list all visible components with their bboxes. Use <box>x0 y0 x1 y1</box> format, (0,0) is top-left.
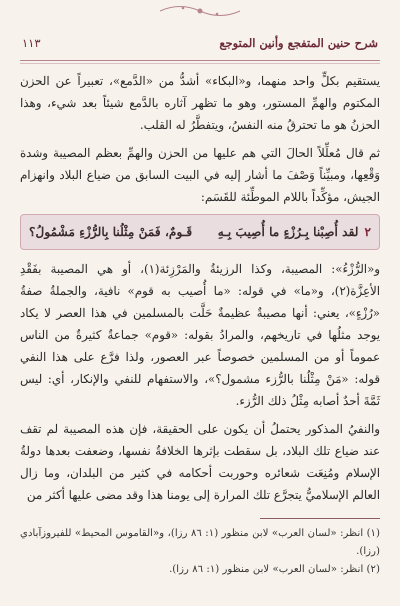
ornament-icon <box>155 2 245 20</box>
verse-number: ٢ <box>364 225 371 239</box>
page-number: ١١٣ <box>22 36 41 50</box>
paragraph: ثم قال مُعلِّلاً الحالَ التي هم عليها من الحزن والهمِّ بعظم المصيبة وشدة وَقْعِها، ومبيِّناً وَصْفَ ما أشار إليه في البيت السابق من ضياع البلاد وانهزام الجيش، مؤكِّداً باللام الموطِّئة للقَسَم: <box>20 146 380 204</box>
header-divider <box>20 60 380 61</box>
footnotes <box>20 525 380 579</box>
header-divider-secondary <box>20 63 380 64</box>
verse-first-half: لقد أُصِبْنا بِـرُزْءٍ ما أُصِيبَ بِـهِ <box>217 225 359 239</box>
verse-second-half: قَـومٌ، فَمَنْ مِثْلُنا بِالرُّزْءِ مَشْمُولُ؟ <box>29 225 193 239</box>
page-header <box>22 28 378 58</box>
paragraph: والنفيُ المذكور يحتملُ أن يكون على الحقيقة، فإن هذه المصيبة لم تقف عند ضياع تلك البلاد، بل سقطت بإثرها الخلافةُ نفسها، وضعفت بعدها دولةُ الإسلام ومُنِعَت شعائره وحوربت أحكامه في كثير من البلدان، وما زال العالم الإسلاميُّ يتجرَّع تلك المرارة إلى يومنا هذا وقد مضى عليها أكثر من <box>20 422 380 502</box>
verse-line <box>29 221 358 243</box>
paragraph: يستقيم بكلٍّ واحد منهما، و«البكاء» أشدُّ من «الدَّمع»، تعبيراً عن الحزن المكتوم والهمِّ المستور، وهو ما تظهر آثاره بالدَّمع شيئاً بعد شيء، وهذا الحزنُ هو ما تحترقُ منه النفسُ، ويتفطَّرُ له القلب. <box>20 74 380 132</box>
verse-box <box>20 214 380 250</box>
page-body <box>20 70 380 579</box>
footnote-divider <box>260 518 380 519</box>
paragraph: و«الرُّزْءُ»: المصيبة، وكذا الرزيئةُ والمَرْزِئة(١)، أو هي المصيبة بفَقْدِ الأعِزَّة(٢)، و«ما» في قوله: «ما أُصيب به قوم» نافية، والجملةُ صفةُ «رُزْءٍ»، يعني: أنها مصيبةٌ عظيمةٌ حَلَّت بالمسلمين في هذا العصر لا يكاد يوجد مثلُها في تاريخهم، والمرادُ بقوله: «قوم» جماعةٌ كثيرةٌ من الناس عموماً أو من المسلمين خصوصاً عبر العصور، ولذا فرَّع على هذا النفي قوله: «مَنْ مِثْلُنا بالرُّزء مشمول؟»، والاستفهام للنفي والإنكار، أي: ليس ثَمَّةَ أحدٌ أصابه مِثْلُ ذلك الرُّزء. <box>20 262 380 408</box>
footnote: (٢) انظر: «لسان العرب» لابن منظور (١: ٨٦ رزا). <box>169 564 380 575</box>
running-title: شرح حنين المتفجع وأنين المتوجع <box>219 36 378 50</box>
footnote: (١) انظر: «لسان العرب» لابن منظور (١: ٨٦ رزا)، و«القاموس المحيط» للفيروزآبادي (رزا). <box>20 528 381 557</box>
